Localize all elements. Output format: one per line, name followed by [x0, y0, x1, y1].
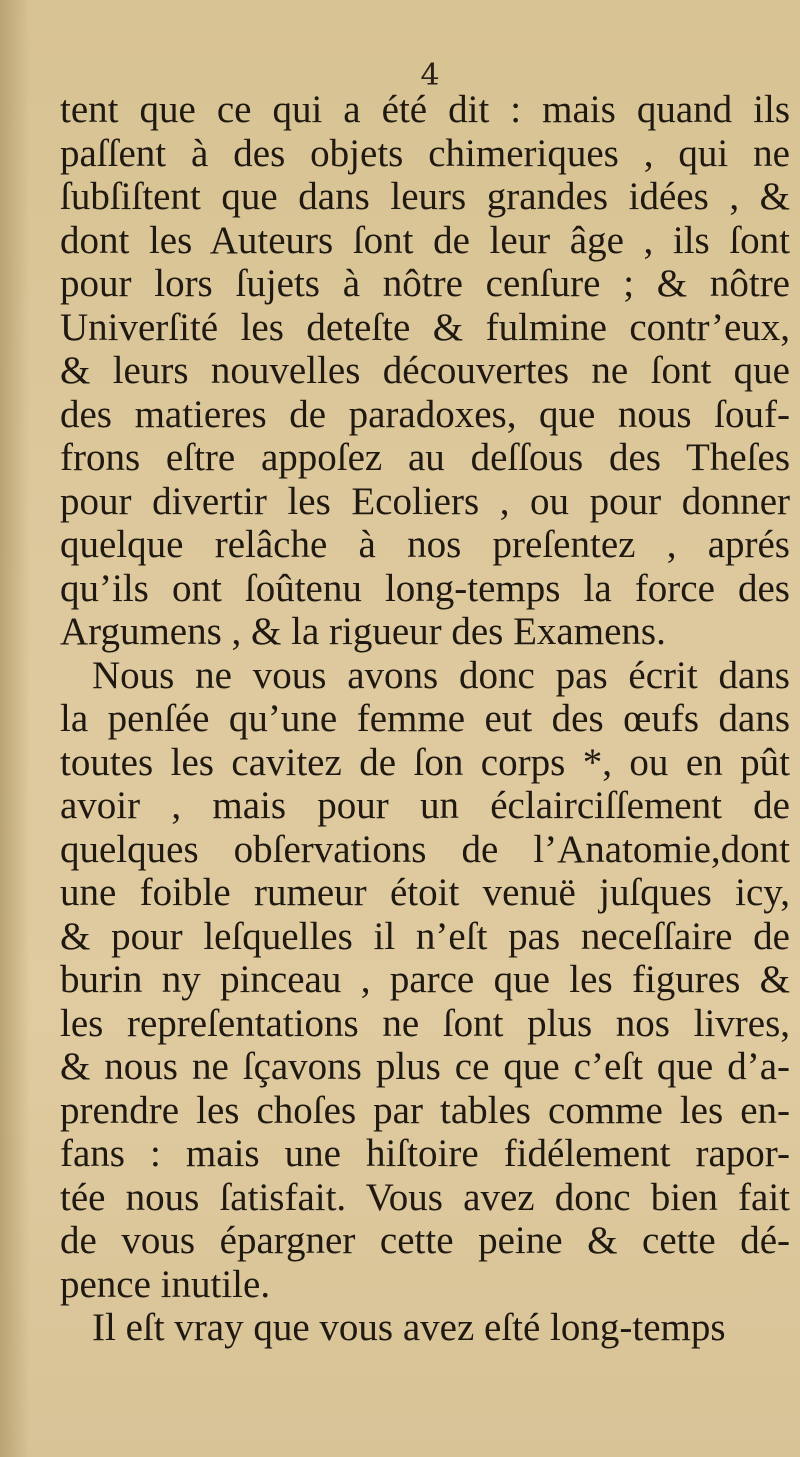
text-line: burin ny pinceau , parce que les figures & [60, 958, 790, 1001]
text-line: fans : mais une hiſtoire fidélement rapor- [60, 1132, 790, 1175]
text-line: de vous épargner cette peine & cette dé- [60, 1219, 790, 1262]
text-line: frons eſtre appoſez au deſſous des Theſes [60, 436, 790, 479]
text-line: pour lors ſujets à nôtre cenſure ; & nôtre [60, 262, 790, 305]
text-line: les repreſentations ne ſont plus nos livres, [60, 1001, 790, 1045]
text-line: pour divertir les Ecoliers , ou pour donner [60, 479, 790, 523]
text-line: Univerſité les deteſte & fulmine contr’eux, [60, 305, 790, 349]
page-text [60, 88, 790, 1350]
text-line: ſubſiſtent que dans leurs grandes idées , & [60, 175, 790, 218]
text-line: quelques obſervations de l’Anatomie,dont [60, 827, 790, 871]
text-line: prendre les choſes par tables comme les en- [60, 1088, 790, 1132]
text-line: Argumens , & la rigueur des Examens. [60, 610, 666, 653]
text-line: pence inutile. [60, 1262, 271, 1306]
text-line: la penſée qu’une femme eut des œufs dans [60, 697, 790, 740]
text-line: paſſent à des objets chimeriques , qui ne [60, 131, 790, 175]
text-line: tée nous ſatisfait. Vous avez donc bien fait [60, 1175, 790, 1219]
text-line: des matieres de paradoxes, que nous ſouf- [60, 392, 790, 436]
text-line: avoir , mais pour un éclairciſſement de [60, 784, 790, 827]
text-line: & leurs nouvelles découvertes ne ſont que [60, 349, 790, 392]
text-line: tent que ce qui a été dit : mais quand ils [60, 88, 790, 131]
text-line: une foible rumeur étoit venuë juſques icy, [60, 871, 790, 914]
paragraph-start-line: Il eſt vray que vous avez eſté long-temps [92, 1306, 726, 1349]
paragraph-start-line: Nous ne vous avons donc pas écrit dans [92, 653, 790, 697]
page-gutter-shadow [0, 0, 30, 1457]
text-line: qu’ils ont ſoûtenu long-temps la force des [60, 566, 790, 610]
text-line: dont les Auteurs ſont de leur âge , ils ſont [60, 218, 790, 262]
text-line: & pour leſquelles il n’eſt pas neceſſaire de [60, 914, 790, 958]
text-line: toutes les cavitez de ſon corps *, ou en pût [60, 740, 790, 784]
text-line: & nous ne ſçavons plus ce que c’eſt que d’a- [60, 1045, 790, 1088]
text-line: quelque relâche à nos preſentez , aprés [60, 523, 790, 566]
page-number: 4 [420, 58, 440, 93]
